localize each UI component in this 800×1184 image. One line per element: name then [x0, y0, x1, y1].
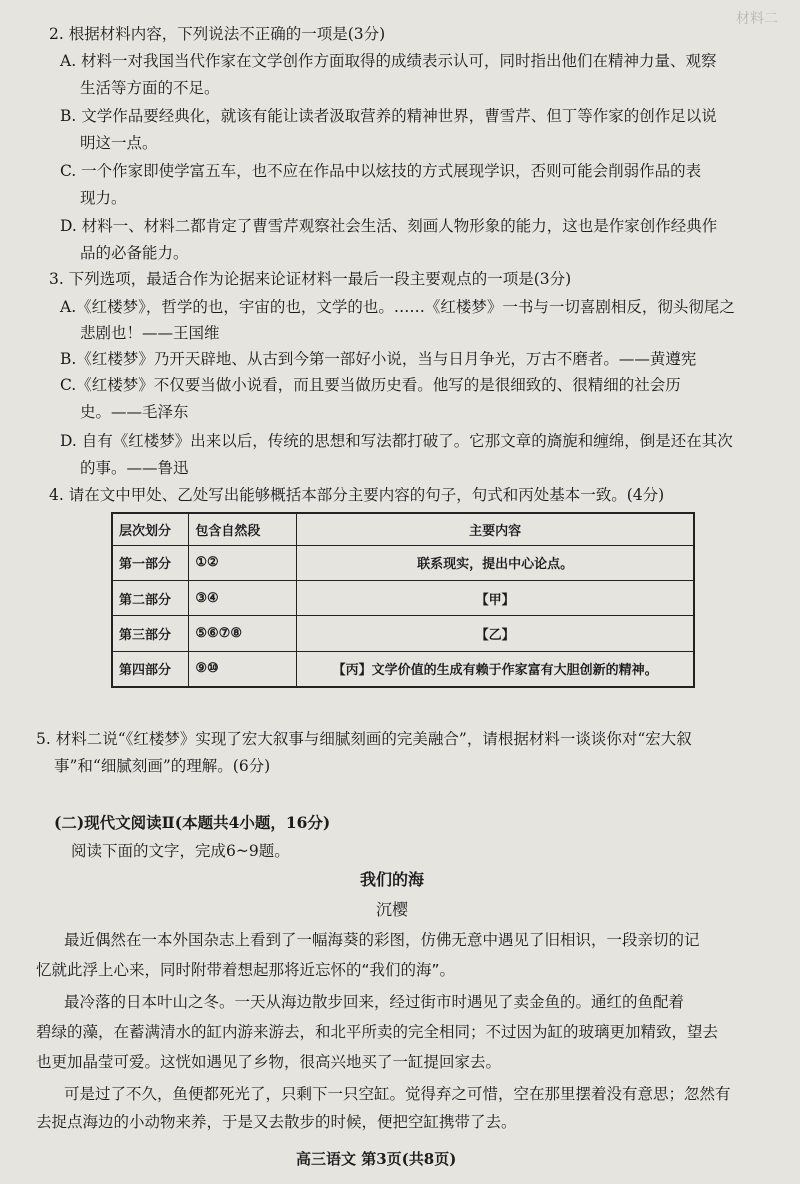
table-cell: ③④: [189, 581, 297, 616]
table-cell-answer-jia: 【甲】: [297, 581, 694, 616]
table-row: [112, 616, 694, 651]
table-header-row: [112, 513, 694, 545]
table-cell: 第二部分: [112, 581, 189, 616]
article-paragraph-line: 可是过了不久，鱼便都死光了，只剩下一只空缸。觉得弃之可惜，空在那里摆着没有意思；忽然有: [64, 1085, 731, 1103]
q2-option-d-line1: D. 材料一、材料二都肯定了曹雪芹观察社会生活、刻画人物形象的能力，这也是作家创作经典作: [60, 217, 718, 235]
q3-option-c-line2: 史。——毛泽东: [80, 403, 189, 421]
article-author: 沉樱: [376, 900, 409, 919]
table-cell: ⑨⑩: [189, 651, 297, 687]
q3-option-c-line1: C.《红楼梦》不仅要当做小说看，而且要当做历史看。他写的是很细致的、很精细的社会历: [60, 376, 681, 394]
table-row: [112, 545, 694, 580]
table-cell-answer-yi: 【乙】: [297, 616, 694, 651]
q2-option-d-line2: 品的必备能力。: [80, 244, 189, 262]
article-paragraph-line: 碧绿的藻，在蓄满清水的缸内游来游去，和北平所卖的完全相同；不过因为缸的玻璃更加精致，望去: [36, 1023, 719, 1041]
article-paragraph-line: 也更加晶莹可爱。这恍如遇见了乡物，很高兴地买了一缸提回家去。: [36, 1053, 502, 1071]
q2-option-c-line2: 现力。: [80, 189, 127, 207]
bleed-through-text: 材料二: [736, 11, 778, 27]
q3-option-d-line2: 的事。——鲁迅: [80, 459, 189, 477]
q2-option-c-line1: C. 一个作家即使学富五车，也不应在作品中以炫技的方式展现学识，否则可能会削弱作品的表: [60, 162, 702, 180]
table-cell: 联系现实，提出中心论点。: [297, 545, 694, 580]
q2-stem: 2. 根据材料内容，下列说法不正确的一项是(3分): [49, 25, 386, 43]
table-header: 层次划分: [112, 513, 189, 545]
table-cell: ①②: [189, 545, 297, 580]
article-title: 我们的海: [360, 870, 425, 889]
table-cell: ⑤⑥⑦⑧: [189, 616, 297, 651]
table-cell: 第一部分: [112, 545, 189, 580]
q5-line1: 5. 材料二说“《红楼梦》实现了宏大叙事与细腻刻画的完美融合”，请根据材料一谈谈你对“宏大叙: [36, 730, 692, 748]
q5-line2: 事”和“细腻刻画”的理解。(6分): [54, 757, 271, 775]
structure-table: [111, 512, 695, 688]
article-paragraph-line: 最近偶然在一本外国杂志上看到了一幅海葵的彩图，仿佛无意中遇见了旧相识，一段亲切的记: [64, 931, 700, 949]
q3-option-a-line1: A.《红楼梦》，哲学的也，宇宙的也，文学的也。……《红楼梦》一书与一切喜剧相反，彻头彻尾之: [60, 298, 735, 316]
q2-option-b-line2: 明这一点。: [80, 134, 158, 152]
q3-option-b-line1: B.《红楼梦》乃开天辟地、从古到今第一部好小说，当与日月争光，万古不磨者。——黄遵宪: [60, 350, 697, 368]
article-paragraph-line: 忆就此浮上心来，同时附带着想起那将近忘怀的“我们的海”。: [36, 961, 456, 979]
q3-option-d-line1: D. 自有《红楼梦》出来以后，传统的思想和写法都打破了。它那文章的旖旎和缠绵，倒是还在其次: [60, 432, 733, 450]
article-paragraph-line: 去捉点海边的小动物来养，于是又去散步的时候，便把空缸携带了去。: [36, 1113, 517, 1131]
page-footer: 高三语文 第3页(共8页): [296, 1150, 457, 1168]
q3-stem: 3. 下列选项，最适合作为论据来论证材料一最后一段主要观点的一项是(3分): [49, 270, 572, 288]
section-heading: (二)现代文阅读Ⅱ(本题共4小题，16分): [54, 813, 331, 832]
table-cell: 第四部分: [112, 651, 189, 687]
section-instruction: 阅读下面的文字，完成6~9题。: [71, 842, 290, 860]
table-row: [112, 651, 694, 687]
table-row: [112, 581, 694, 616]
q2-option-b-line1: B. 文学作品要经典化，就该有能让读者汲取营养的精神世界，曹雪芹、但丁等作家的创作足以说: [60, 107, 717, 125]
q2-option-a-line2: 生活等方面的不足。: [80, 79, 220, 97]
q3-option-a-line2: 悲剧也！——王国维: [80, 324, 220, 342]
table-header: 主要内容: [297, 513, 694, 545]
table-cell-answer-bing: 【丙】文学价值的生成有赖于作家富有大胆创新的精神。: [297, 651, 694, 687]
q2-option-a-line1: A. 材料一对我国当代作家在文学创作方面取得的成绩表示认可，同时指出他们在精神力量、观察: [60, 52, 717, 70]
table-cell: 第三部分: [112, 616, 189, 651]
q4-stem: 4. 请在文中甲处、乙处写出能够概括本部分主要内容的句子，句式和丙处基本一致。(4分): [49, 486, 665, 504]
table-header: 包含自然段: [189, 513, 297, 545]
article-paragraph-line: 最冷落的日本叶山之冬。一天从海边散步回来，经过街市时遇见了卖金鱼的。通红的鱼配着: [64, 993, 685, 1011]
